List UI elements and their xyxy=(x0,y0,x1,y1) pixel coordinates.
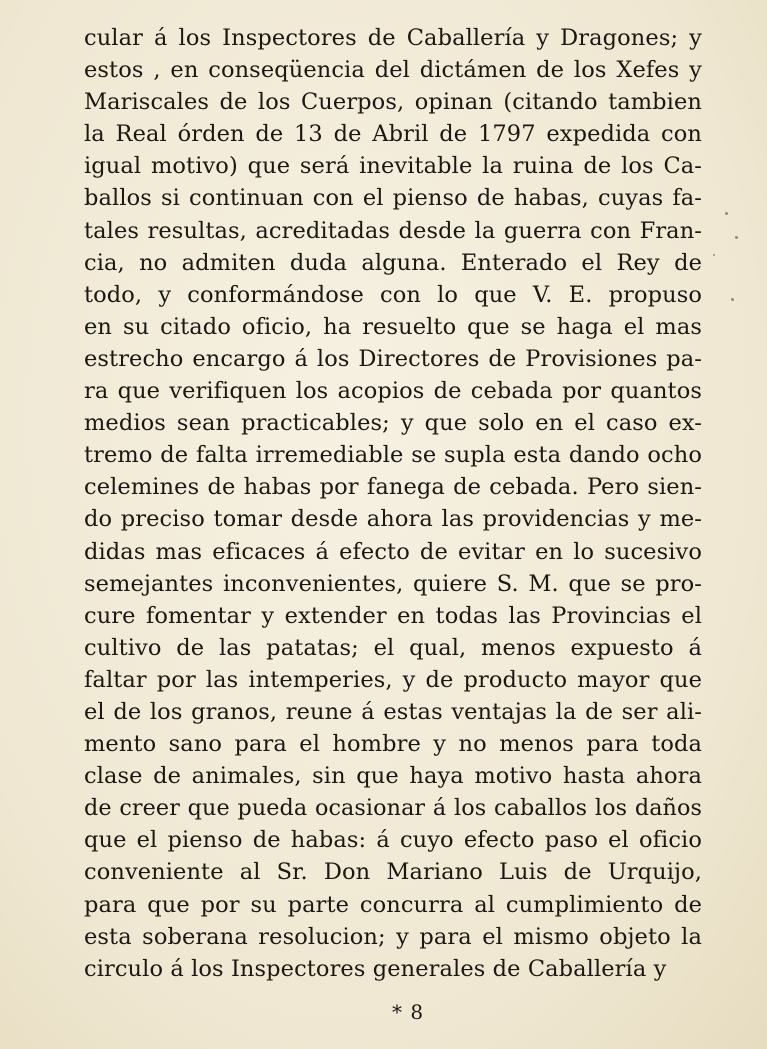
page-text xyxy=(84,22,702,985)
text-line: la Real órden de 13 de Abril de 1797 expedida con xyxy=(84,121,702,148)
text-line: clase de animales, sin que haya motivo hasta ahora xyxy=(84,763,702,790)
text-line: de creer que pueda ocasionar á los caballos los daños xyxy=(84,795,702,822)
text-line: cultivo de las patatas; el qual, menos expuesto á xyxy=(84,634,702,661)
text-line: mento sano para el hombre y no menos para toda xyxy=(84,731,702,758)
text-line: ballos si continuan con el pienso de habas, cuyas fa- xyxy=(84,185,702,212)
text-line: semejantes inconvenientes, quiere S. M. que se pro- xyxy=(84,570,702,597)
text-line: estos , en conseqüencia del dictámen de los Xefes y xyxy=(84,57,702,84)
signature-mark: * 8 xyxy=(392,1000,425,1024)
text-line: Mariscales de los Cuerpos, opinan (citando tambien xyxy=(84,89,702,116)
text-line: faltar por las intemperies, y de producto mayor que xyxy=(84,666,702,693)
text-line: en su citado oficio, ha resuelto que se haga el mas xyxy=(84,313,702,340)
ink-speck xyxy=(731,298,734,301)
text-line: do preciso tomar desde ahora las providencias y me- xyxy=(84,506,702,533)
text-line: medios sean practicables; y que solo en el caso ex- xyxy=(84,410,702,437)
text-line: tales resultas, acreditadas desde la guerra con Fran- xyxy=(84,217,702,244)
text-line: celemines de habas por fanega de cebada. Pero sien- xyxy=(84,474,702,501)
ink-speck xyxy=(725,212,728,215)
text-line: ra que verifiquen los acopios de cebada por quantos xyxy=(84,378,702,405)
text-line: para que por su parte concurra al cumplimiento de xyxy=(84,891,702,918)
text-line: conveniente al Sr. Don Mariano Luis de Urquijo, xyxy=(84,859,702,886)
text-line: cular á los Inspectores de Caballería y Dragones; y xyxy=(84,25,702,51)
ink-speck xyxy=(713,254,715,256)
text-line: el de los granos, reune á estas ventajas la de ser ali- xyxy=(84,698,702,725)
text-line: que el pienso de habas: á cuyo efecto paso el oficio xyxy=(84,827,702,854)
text-line: circulo á los Inspectores generales de Caballería y xyxy=(84,955,667,982)
ink-speck xyxy=(735,236,738,239)
text-line: didas mas eficaces á efecto de evitar en lo sucesivo xyxy=(84,538,702,565)
margin-specks xyxy=(707,0,767,1049)
text-line: estrecho encargo á los Directores de Provisiones pa- xyxy=(84,345,702,372)
text-line: igual motivo) que será inevitable la ruina de los Ca- xyxy=(84,153,702,180)
text-line: tremo de falta irremediable se supla esta dando ocho xyxy=(84,442,702,469)
text-line: todo, y conformándose con lo que V. E. propuso xyxy=(84,281,702,308)
text-line: esta soberana resolucion; y para el mismo objeto la xyxy=(84,923,702,950)
text-line: cia, no admiten duda alguna. Enterado el Rey de xyxy=(84,249,702,276)
text-line: cure fomentar y extender en todas las Provincias el xyxy=(84,602,702,629)
